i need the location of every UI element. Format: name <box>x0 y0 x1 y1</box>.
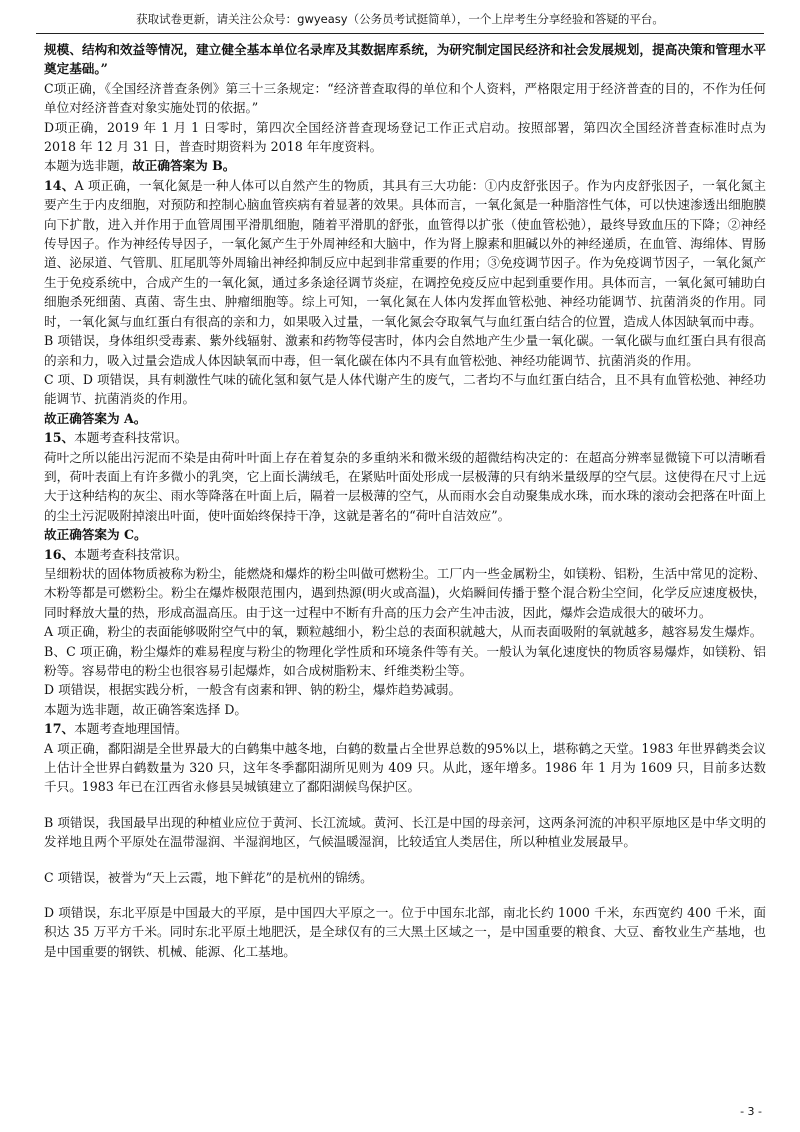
header-text: 获取试卷更新，请关注公众号：gwyeasy（公务员考试挺简单），一个上岸考生分享经验和答疑的平台。 <box>136 12 664 26</box>
question-15: 15、本题考查科技常识。 <box>44 430 188 446</box>
paragraph: 呈细粉状的固体物质被称为粉尘，能燃烧和爆炸的粉尘叫做可燃粉尘。工厂内一些金属粉尘，如镁粉、铝粉，生活中常见的淀粉、木粉等都是可燃粉尘。粉尘在爆炸极限范围内，遇到热源(明火或高温)，火焰瞬间传播于整个混合粉尘空间，化学反应速度极快，同时释放大量的热，形成高温高压。由于这一过程中不断有升高的压力会产生冲击波，因此，爆炸会造成很大的破坏力。 <box>44 565 766 620</box>
spacer <box>44 852 766 868</box>
question-number: 14、 <box>44 177 75 193</box>
paragraph: 荷叶之所以能出污泥而不染是由荷叶叶面上存在着复杂的多重纳米和微米级的超微结构决定的：在超高分辨率显微镜下可以清晰看到，荷叶表面上有许多微小的乳突，它上面长满绒毛，在紧贴叶面处形成一层极薄的只有纳米量级厚的空气层。这使得在尺寸上远大于这种结构的灰尘、雨水等降落在叶面上后，隔着一层极薄的空气，从而雨水会自动聚集成水珠，而水珠的滚动会把落在叶面上的尘土污泥吸附掉滚出叶面，使叶面始终保持干净，这就是著名的“荷叶自洁效应”。 <box>44 449 766 523</box>
answer-line: 本题为选非题，故正确答案选择 D。 <box>44 701 248 717</box>
answer-line: 故正确答案为 A。 <box>44 410 147 426</box>
question-number: 15、 <box>44 430 75 446</box>
question-14: 14、A 项正确，一氧化氮是一种人体可以自然产生的物质，其具有三大功能：①内皮舒张因子。作为内皮舒张因子，一氧化氮主要产生于内皮细胞，对预防和控制心脑血管疾病有着显著的效果。具体而言，一氧化氮是一种脂溶性气体，可以快速渗透出细胞膜向下扩散，进入并作用于血管周围平滑肌细胞，随着平滑肌的舒张，血管得以扩张（使血管松弛），最终导致血压的下降；②神经传导因子。作为神经传导因子，一氧化氮产生于外周神经和大脑中，作为肾上腺素和胆碱以外的神经递质，在血管、海绵体、胃肠道、泌尿道、气管肌、肛尾肌等外周输出神经抑制反应中起到非常重要的作用；③免疫调节因子。作为免疫调节因子，一氧化氮产生于免疫系统中，合成产生的一氧化氮，通过多条途径调节炎症，在调控免疫反应中起到重要作用。具体而言，一氧化氮可辅助白细胞杀死细菌、真菌、寄生虫、肿瘤细胞等。综上可知，一氧化氮在人体内发挥血管松弛、神经功能调节、抗菌消炎的作用。同时，一氧化氮与血红蛋白有很高的亲和力，如果吸入过量，一氧化氮会夺取氧气与血红蛋白结合的位置，造成人体因缺氧而中毒。 <box>44 177 766 329</box>
paragraph: B、C 项正确，粉尘爆炸的难易程度与粉尘的物理化学性质和环境条件等有关。一般认为氧化速度快的物质容易爆炸，如镁粉、铝粉等。容易带电的粉尘也很容易引起爆炸，如合成树脂粉末、纤维类粉尘等。 <box>44 643 766 678</box>
paragraph: C 项、D 项错误，具有刺激性气味的硫化氢和氨气是人体代谢产生的废气，二者均不与血红蛋白结合，且不具有血管松弛、神经功能调节、抗菌消炎的作用。 <box>44 371 766 407</box>
paragraph: D 项错误，根据实践分析，一般含有卤素和钾、钠的粉尘，爆炸趋势减弱。 <box>44 682 462 698</box>
paragraph: A 项正确，粉尘的表面能够吸附空气中的氧，颗粒越细小，粉尘总的表面积就越大，从而表面吸附的氧就越多，越容易发生爆炸。 <box>44 624 763 640</box>
paragraph: B 项错误，身体组织受毒素、紫外线辐射、激素和药物等侵害时，体内会自然地产生少量一氧化碳。一氧化碳与血红蛋白具有很高的亲和力，吸入过量会造成人体因缺氧而中毒，但一氧化碳在体内不具有血管松弛、神经功能调节、抗菌消炎的作用。 <box>44 333 766 368</box>
spacer <box>44 797 766 813</box>
paragraph: D 项错误，东北平原是中国最大的平原，是中国四大平原之一。位于中国东北部，南北长约 1000 千米，东西宽约 400 千米，面积达 35 万平方千米。同时东北平原土地肥沃，是全球仅有的三大黑土区域之一，是中国重要的粮食、大豆、畜牧业生产基地，也是中国重要的钢铁、机械、能源、化工基地。 <box>44 905 766 959</box>
header-divider <box>36 33 764 34</box>
page-number: - 3 - <box>740 1105 762 1118</box>
question-17: 17、本题考查地理国情。 <box>44 721 188 737</box>
paragraph: A 项正确，鄱阳湖是全世界最大的白鹤集中越冬地，白鹤的数量占全世界总数的95%以上，堪称鹤之天堂。1983 年世界鹤类会议上估计全世界白鹤数量为 320 只，这年冬季鄱阳湖所见则为 409 只。从此，逐年增多。1986 年 1 月为 1609 只，目前多达数千只。1983 年已在江西省永修县吴城镇建立了鄱阳湖候鸟保护区。 <box>44 740 766 795</box>
answer-line: 本题为选非题，故正确答案为 B。 <box>44 158 236 174</box>
paragraph: C项正确，《全国经济普查条例》第三十三条规定：“经济普查取得的单位和个人资料，严格限定用于经济普查的目的，不作为任何单位对经济普查对象实施处罚的依据。” <box>44 80 766 116</box>
paragraph: B 项错误，我国最早出现的种植业应位于黄河、长江流域。黄河、长江是中国的母亲河，这两条河流的冲积平原地区是中华文明的发祥地且两个平原处在温带湿润、半湿润地区，气候温暖湿润，比较适宜人类居住，所以种植业发展最早。 <box>44 814 766 850</box>
paragraph <box>44 40 766 79</box>
paragraph-text: 规模、结构和效益等情况，建立健全基本单位名录库及其数据库系统，为研究制定国民经济和社会发展规划，提高决策和管理水平奠定基础。” <box>44 42 766 77</box>
page-header <box>0 6 800 32</box>
answer-text: 故正确答案为 B。 <box>132 158 236 174</box>
paragraph: D项正确，2019 年 1 月 1 日零时，第四次全国经济普查现场登记工作正式启动。按照部署，第四次全国经济普查标准时点为 2018 年 12 月 31 日，普查时期资料为 2018 年年度资料。 <box>44 119 766 155</box>
spacer <box>44 887 766 903</box>
question-16: 16、本题考查科技常识。 <box>44 546 188 562</box>
percent-value: 95% <box>486 740 515 756</box>
answer-line: 故正确答案为 C。 <box>44 527 147 543</box>
question-number: 16、 <box>44 546 75 562</box>
question-number: 17、 <box>44 721 75 737</box>
paragraph: C 项错误，被誉为“天上云霞，地下鲜花”的是杭州的锦绣。 <box>44 869 373 885</box>
document-body <box>44 40 766 961</box>
